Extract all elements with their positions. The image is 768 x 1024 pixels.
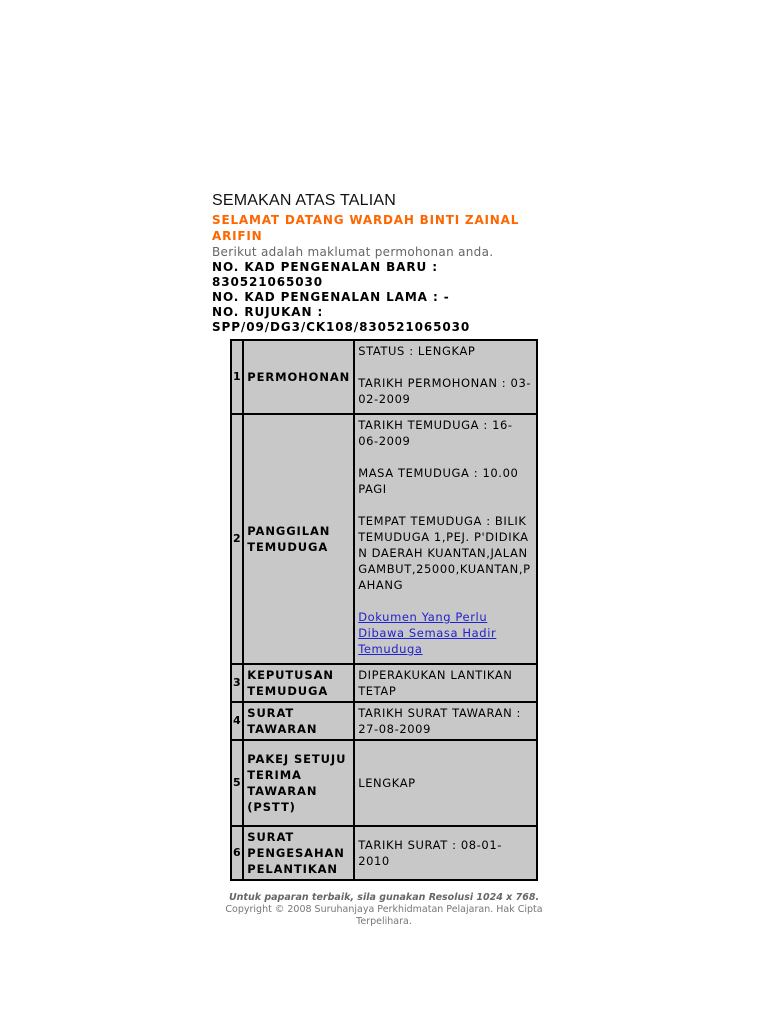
- detail-line: TARIKH TEMUDUGA : 16-06-2009: [358, 418, 513, 448]
- detail-line: TARIKH SURAT TAWARAN : 27-08-2009: [358, 706, 522, 736]
- row-number: 2: [231, 414, 243, 664]
- detail-line: STATUS : LENGKAP: [358, 344, 476, 358]
- row-number: 6: [231, 826, 243, 880]
- stage-label: SURAT TAWARAN: [243, 702, 354, 740]
- stage-details: [354, 702, 537, 740]
- stage-details: [354, 664, 537, 702]
- table-row: [231, 702, 537, 740]
- stage-label: SURAT PENGESAHAN PELANTIKAN: [243, 826, 354, 880]
- detail-line: TEMPAT TEMUDUGA : BILIK TEMUDUGA 1,PEJ. P'DIDIKAN DAERAH KUANTAN,JALAN GAMBUT,25000,KUANTAN,PAHANG: [358, 514, 531, 592]
- resolution-note: Untuk paparan terbaik, sila gunakan Resolusi 1024 x 768.: [228, 892, 540, 903]
- row-number: 1: [231, 340, 243, 414]
- page-title: SEMAKAN ATAS TALIAN: [212, 192, 397, 209]
- table-row: [231, 826, 537, 880]
- stage-label: PAKEJ SETUJU TERIMA TAWARAN (PSTT): [243, 740, 354, 826]
- copyright-text: Copyright © 2008 Suruhanjaya Perkhidmatan Pelajaran. Hak Cipta Terpelihara.: [225, 904, 543, 927]
- intro-text: Berikut adalah maklumat permohonan anda.: [212, 245, 494, 259]
- detail-line: TARIKH PERMOHONAN : 03-02-2009: [358, 376, 532, 406]
- reference-label: NO. RUJUKAN :: [212, 305, 324, 319]
- page-footer: [212, 892, 556, 928]
- row-number: 5: [231, 740, 243, 826]
- row-number: 3: [231, 664, 243, 702]
- header-section: [212, 192, 542, 335]
- table-row: [231, 664, 537, 702]
- detail-line: MASA TEMUDUGA : 10.00 PAGI: [358, 466, 519, 496]
- stage-label: KEPUTUSAN TEMUDUGA: [243, 664, 354, 702]
- reference-value: SPP/09/DG3/CK108/830521065030: [212, 320, 471, 334]
- table-row: [231, 740, 537, 826]
- detail-line: LENGKAP: [358, 776, 416, 790]
- ic-new-number: NO. KAD PENGENALAN BARU : 830521065030: [212, 260, 438, 289]
- detail-line: DIPERAKUKAN LANTIKAN TETAP: [358, 668, 513, 698]
- row-number: 4: [231, 702, 243, 740]
- documents-link[interactable]: Dokumen Yang Perlu Dibawa Semasa Hadir Temuduga: [358, 610, 497, 656]
- ic-old-number: NO. KAD PENGENALAN LAMA : -: [212, 290, 450, 304]
- detail-line: TARIKH SURAT : 08-01-2010: [358, 838, 503, 868]
- stage-details: [354, 340, 537, 414]
- stage-details: [354, 740, 537, 826]
- stage-label: PANGGILAN TEMUDUGA: [243, 414, 354, 664]
- table-row: [231, 340, 537, 414]
- table-row: [231, 414, 537, 664]
- stage-label: PERMOHONAN: [243, 340, 354, 414]
- stage-details: [354, 826, 537, 880]
- application-status-table: [230, 339, 538, 881]
- stage-details: [354, 414, 537, 664]
- welcome-message: SELAMAT DATANG WARDAH BINTI ZAINAL ARIFIN: [212, 213, 520, 243]
